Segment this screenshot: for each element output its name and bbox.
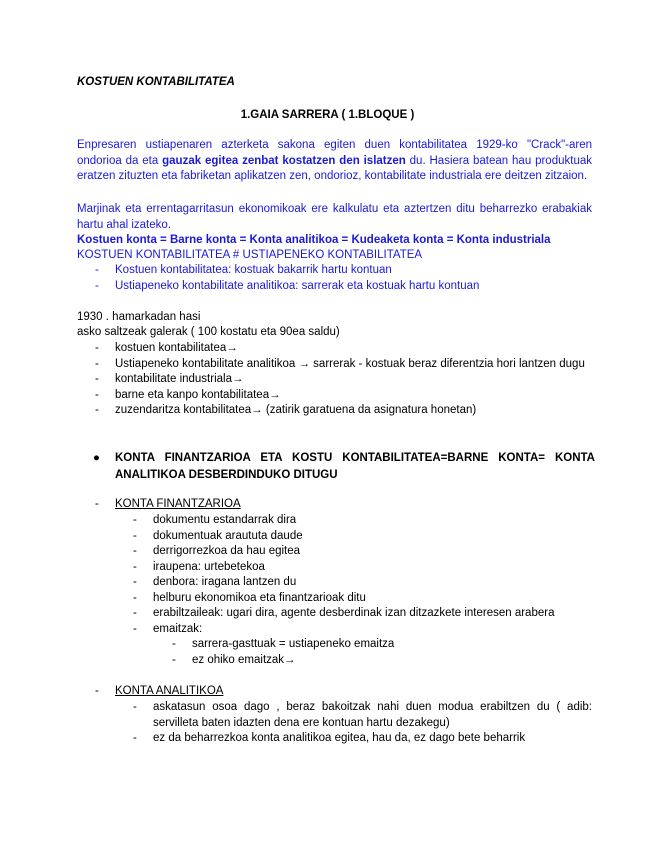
section-title: 1.GAIA SARRERA ( 1.BLOQUE ) [240, 109, 415, 121]
list-item: - Ustiapeneko kontabilitate analitikoa: sarrerak eta kostuak hartu kontuan [95, 279, 595, 295]
intro-text-2: du. Hasiera batean hau produktuak eratzen zituzten eta fabriketan aplikatzen zen, ondorioz, kontabilitate industriala ere deitzen zitzaion. [77, 154, 592, 182]
list-item: - dokumentu estandarrak dira [133, 513, 598, 529]
dash-marker: - [133, 529, 137, 542]
dash-marker: - [133, 701, 137, 713]
list-item: - erabiltzaileak: ugari dira, agente desberdinak izan ditzazkete interesen arabera [133, 606, 598, 622]
list-item: - derrigorrezkoa da hau egitea [133, 544, 598, 560]
dash-marker: - [95, 279, 99, 292]
equation-line: Kostuen konta = Barne konta = Konta analitikoa = Kudeaketa konta = Konta industriala [77, 234, 551, 246]
dash-marker: - [133, 622, 137, 635]
document-title: KOSTUEN KONTABILITATEA [77, 76, 235, 88]
intro-text-1: Enpresaren ustiapenaren azterketa sakona egiten duen kontabilitatea 1929-ko "Crack"-aren ondorioa da eta [77, 139, 592, 167]
margins-paragraph: Marjinak eta errentagarritasun ekonomikoak ere kalkulatu eta aztertzen ditu beharrezko erabakiak hartu ahal izateko. [77, 203, 592, 231]
dash-marker: - [95, 388, 99, 401]
comparison-bullet [95, 450, 595, 484]
konta-finantzarioa-list [133, 513, 598, 637]
dash-marker: - [95, 498, 99, 510]
sales-line: asko saltzeak galerak ( 100 kostatu eta 90ea saldu) [77, 326, 340, 338]
list-item: - zuzendaritza kontabilitatea→ (zatirik garatuena da asignatura honetan) [95, 403, 592, 419]
dash-marker: - [95, 357, 99, 370]
bullet-marker: ● [93, 452, 100, 464]
dash-marker: - [95, 685, 99, 697]
dash-marker: - [133, 607, 137, 619]
konta-analitikoa-heading: KONTA ANALITIKOA [115, 685, 224, 697]
dash-marker: - [133, 591, 137, 604]
blue-dash-list [95, 263, 595, 294]
dash-marker: - [95, 373, 99, 385]
list-item: - ez da beharrezkoa konta analitikoa egitea, hau da, ez dago bete beharrik [133, 731, 592, 747]
dash-marker: - [133, 732, 137, 744]
list-item: - denbora: iragana lantzen du [133, 575, 598, 591]
list-item: - kostuen kontabilitatea→ [95, 341, 592, 357]
list-item: - helburu ekonomikoa eta finantzarioak ditu [133, 591, 598, 607]
list-item: - emaitzak: [133, 622, 598, 638]
history-list [95, 341, 592, 419]
list-item: - Ustiapeneko kontabilitate analitikoa → sarrerak - kostuak beraz diferentzia hori lantzen dugu [95, 357, 592, 373]
list-item: - kontabilitate industriala→ [95, 372, 592, 388]
konta-analitikoa-section [95, 684, 595, 700]
konta-finantzarioa-section [95, 497, 595, 513]
dash-marker: - [133, 560, 137, 573]
konta-finantzarioa-heading: KONTA FINANTZARIOA [115, 498, 241, 510]
list-item: - barne eta kanpo kontabilitatea→ [95, 388, 592, 404]
list-item: - Kostuen kontabilitatea: kostuak bakarrik hartu kontuan [95, 263, 595, 279]
list-item: - iraupena: urtebetekoa [133, 560, 598, 576]
list-item: - sarrera-gasttuak = ustiapeneko emaitza [172, 637, 592, 653]
dash-marker: - [172, 653, 176, 666]
intro-paragraph [77, 138, 592, 185]
dash-marker: - [95, 264, 99, 276]
list-item: - dokumentuak araututa daude [133, 529, 598, 545]
emaitzak-sublist [172, 637, 592, 668]
dash-marker: - [95, 342, 99, 354]
dash-marker: - [133, 545, 137, 557]
list-item: - askatasun osoa dago , beraz bakoitzak nahi duen modua erabiltzen du ( adib: servilleta baten idazten dena ere kontuan hartu dezakegu) [133, 701, 592, 729]
intro-bold-text: gauzak egitea zenbat kostatzen den islatzen [162, 154, 406, 167]
section-heading-item [95, 684, 595, 700]
dash-marker: - [172, 638, 176, 650]
section-heading-item [95, 497, 595, 513]
dash-marker: - [95, 404, 99, 416]
comparison-heading: KONTA FINANTZARIOA ETA KOSTU KONTABILITATEA=BARNE KONTA= KONTA ANALITIKOA DESBERDINDUKO DITUGU [115, 452, 595, 481]
year-line: 1930 . hamarkadan hasi [77, 311, 201, 323]
dash-marker: - [133, 576, 137, 588]
list-item: - ez ohiko emaitzak→ [172, 653, 592, 669]
dash-marker: - [133, 514, 137, 526]
konta-analitikoa-list [133, 700, 592, 747]
inequality-line: KOSTUEN KONTABILITATEA # USTIAPENEKO KONTABILITATEA [77, 249, 423, 261]
